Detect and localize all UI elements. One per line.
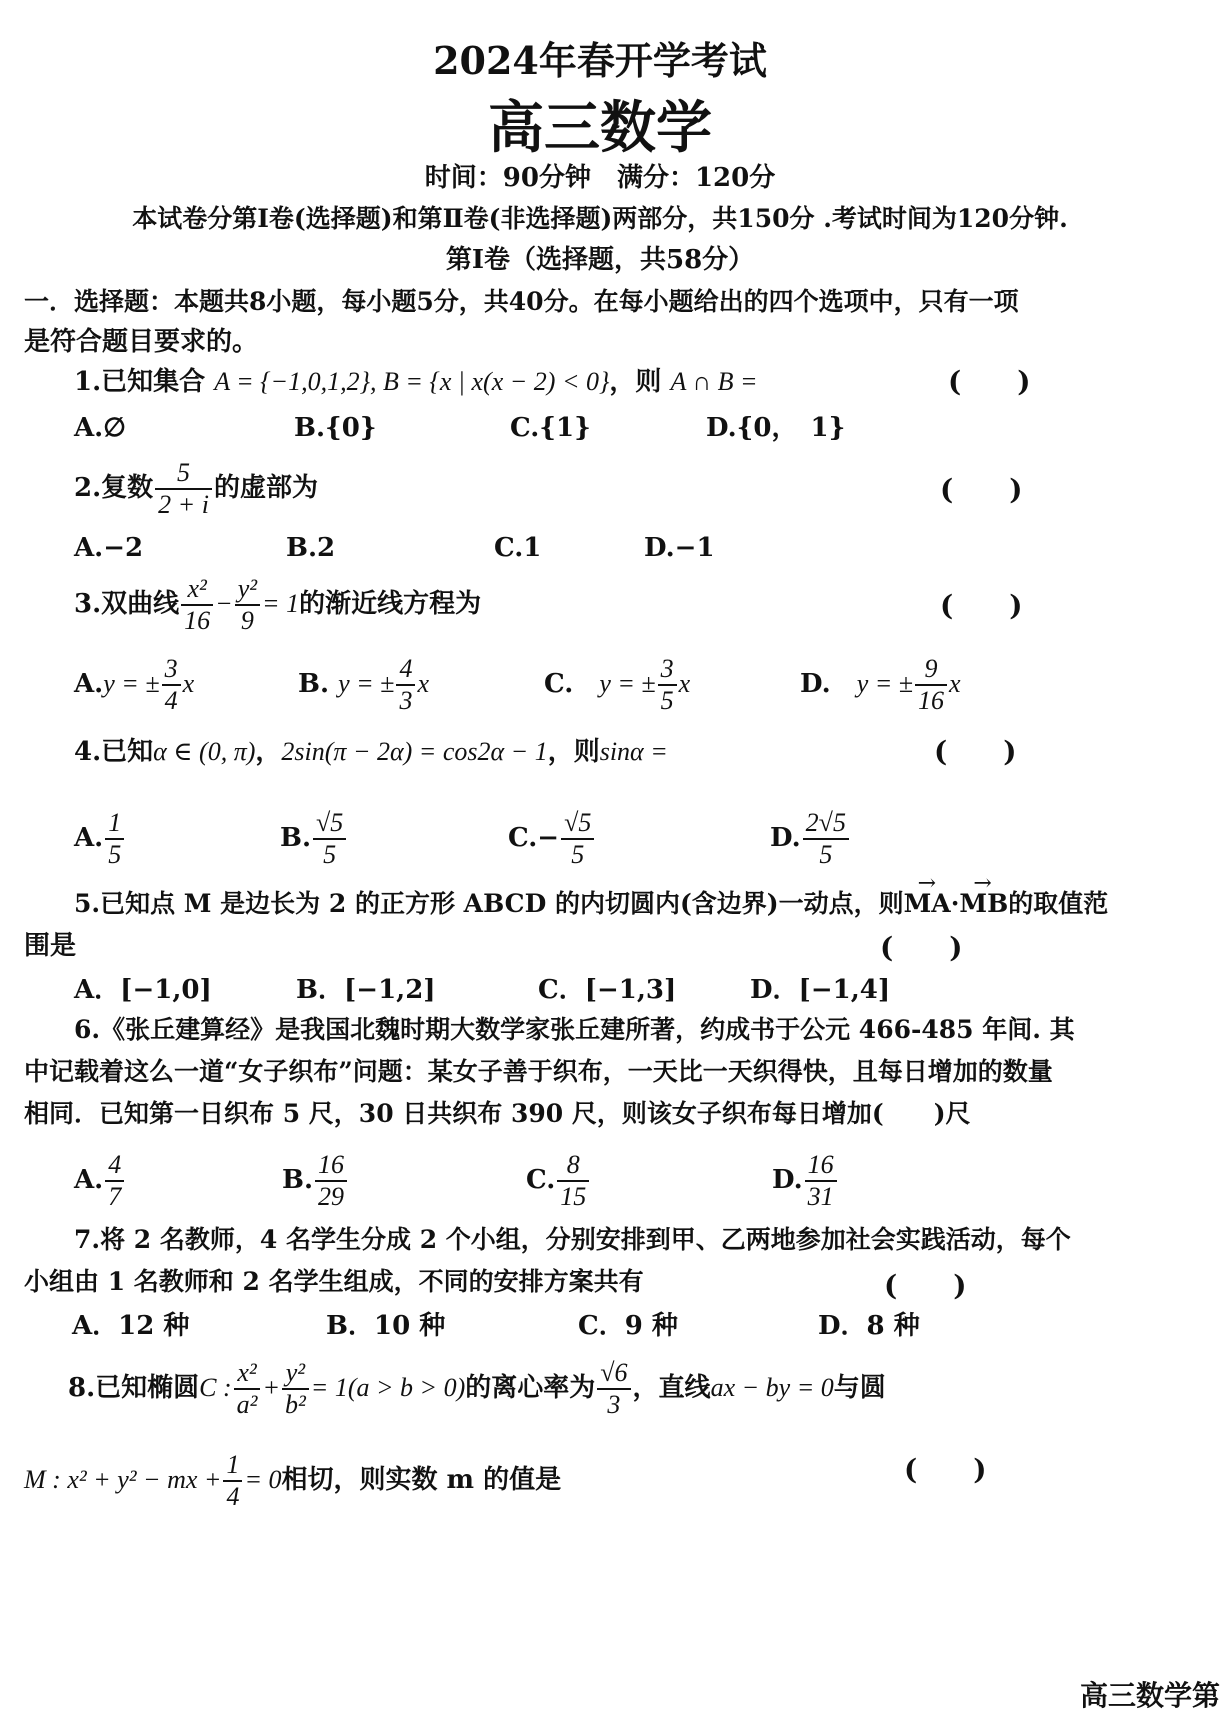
q6-b-label: B. xyxy=(282,1165,314,1195)
q3-eq: = 1 xyxy=(262,589,300,618)
page-footer-corner: 高三数学第 xyxy=(1080,1679,1220,1712)
question-5-stem-line1 xyxy=(74,888,1108,920)
q3-option-a xyxy=(74,654,194,716)
q1-option-a: A.∅ xyxy=(74,413,126,443)
question-1-stem xyxy=(74,366,758,398)
question-3-answer-paren: ( ) xyxy=(940,589,1023,622)
q8-f1-den: a² xyxy=(236,1390,258,1419)
q4-d-label: D. xyxy=(770,823,801,853)
q6-option-d xyxy=(772,1150,839,1212)
q3-d-den: 16 xyxy=(918,686,945,715)
q1-text-b: ，则 xyxy=(609,367,671,397)
q8-e-num: √6 xyxy=(597,1358,630,1390)
q3-option-c xyxy=(544,654,690,716)
q6-c-num: 8 xyxy=(557,1150,589,1182)
q6-option-a xyxy=(74,1150,126,1212)
q3-c-pre: y = ± xyxy=(599,669,656,698)
q3-a-frac xyxy=(162,654,181,716)
q8-line2-text: 相切，则实数 m 的值是 xyxy=(281,1465,562,1495)
q4-b-label: B. xyxy=(280,823,312,853)
q4-a-den: 5 xyxy=(108,840,122,869)
q4-c-den: 5 xyxy=(571,840,585,869)
q4-math-c: sinα = xyxy=(599,737,668,766)
q4-text-b: ， xyxy=(255,737,282,767)
q2-frac-num: 5 xyxy=(155,458,212,490)
q3-c-frac xyxy=(658,654,677,716)
q3-d-label: D. xyxy=(800,669,831,699)
question-5-answer-paren: ( ) xyxy=(880,931,963,964)
question-4-stem xyxy=(74,736,668,768)
q3-d-frac xyxy=(915,654,947,716)
q4-b-den: 5 xyxy=(323,840,337,869)
q8-math-line: ax − by = 0 xyxy=(710,1373,834,1402)
q6-a-num: 4 xyxy=(105,1150,124,1182)
q8-math-c: C : xyxy=(199,1373,232,1402)
q4-a-frac xyxy=(105,808,124,870)
q4-a-num: 1 xyxy=(105,808,124,840)
q8-text-a: 8.已知椭圆 xyxy=(68,1373,200,1403)
q2-option-d: D.−1 xyxy=(644,533,715,563)
q4-math-a: α ∈ (0, π) xyxy=(153,737,256,766)
question-7-line2: 小组由 1 名教师和 2 名学生组成，不同的安排方案共有 xyxy=(24,1267,644,1296)
q4-b-num: √5 xyxy=(313,808,346,840)
q8-text-c: ，直线 xyxy=(632,1373,711,1403)
q3-c-label: C. xyxy=(544,669,574,699)
q3-a-label: A. xyxy=(74,669,104,699)
q4-math-b: 2sin(π − 2α) = cos2α − 1 xyxy=(281,737,548,766)
q6-a-den: 7 xyxy=(108,1182,122,1211)
q6-a-frac xyxy=(105,1150,124,1212)
q7-option-a: A．12 种 xyxy=(72,1311,190,1341)
q8-plus: + xyxy=(262,1373,280,1402)
q6-d-frac xyxy=(805,1150,837,1212)
q3-d-post: x xyxy=(949,669,961,698)
question-1-answer-paren: ( ) xyxy=(948,365,1031,398)
q4-a-label: A. xyxy=(74,823,104,853)
q6-option-c xyxy=(526,1150,591,1212)
q5-text-b: 的取值范 xyxy=(1008,889,1109,918)
q2-text-b: 的虚部为 xyxy=(213,473,318,503)
q3-minus: − xyxy=(215,589,233,618)
q3-frac2-num: y² xyxy=(235,574,260,606)
q3-c-den: 5 xyxy=(660,686,674,715)
q1-text-a: 1.已知集合 xyxy=(74,367,215,397)
q8-text-d: 与圆 xyxy=(833,1373,886,1403)
q3-c-num: 3 xyxy=(658,654,677,686)
question-7-answer-paren: ( ) xyxy=(884,1269,967,1302)
exam-title: 2024年春开学考试 xyxy=(433,38,767,83)
q3-frac2-den: 9 xyxy=(240,606,254,635)
q8-f2-den: b² xyxy=(285,1390,306,1419)
q6-c-frac xyxy=(557,1150,589,1212)
q3-frac1-den: 16 xyxy=(184,606,211,635)
q6-c-den: 15 xyxy=(560,1182,587,1211)
q3-a-pre: y = ± xyxy=(103,669,160,698)
q2-option-a: A.−2 xyxy=(74,533,144,563)
q3-c-post: x xyxy=(678,669,691,698)
q4-option-b xyxy=(280,808,348,870)
question-7-line1: 7.将 2 名教师，4 名学生分成 2 个小组，分别安排到甲、乙两地参加社会实践活动，每个 xyxy=(74,1225,1071,1254)
q4-b-frac xyxy=(313,808,346,870)
q8-e-den: 3 xyxy=(607,1390,621,1419)
q2-option-c: C.1 xyxy=(494,533,542,563)
q8-eq: = 1(a > b > 0) xyxy=(310,1373,466,1402)
q1-option-b: B.{0} xyxy=(294,413,377,443)
question-2-stem xyxy=(74,458,318,520)
q3-text-a: 3.双曲线 xyxy=(74,589,180,619)
q3-option-b xyxy=(298,654,429,716)
q3-b-den: 3 xyxy=(399,686,413,715)
q3-d-pre: y = ± xyxy=(856,669,914,698)
q4-c-frac xyxy=(561,808,594,870)
question-5-stem-line2: 围是 xyxy=(24,931,77,961)
q5-option-d: D．[−1,4] xyxy=(750,975,891,1005)
q2-fraction xyxy=(155,458,212,520)
q6-b-num: 16 xyxy=(315,1150,347,1182)
q8-frac-y xyxy=(282,1358,309,1420)
question-2-answer-paren: ( ) xyxy=(940,473,1023,506)
q5-dot: · xyxy=(950,889,960,918)
q8-frac-e xyxy=(597,1358,630,1420)
q8-text-b: 的离心率为 xyxy=(465,1373,596,1403)
q3-a-den: 4 xyxy=(164,686,178,715)
q8-f2-num: y² xyxy=(282,1358,309,1390)
q5-option-b: B．[−1,2] xyxy=(296,975,436,1005)
q6-d-num: 16 xyxy=(805,1150,837,1182)
q2-text-a: 2.复数 xyxy=(74,473,154,503)
q7-option-c: C．9 种 xyxy=(578,1311,678,1341)
q6-option-b xyxy=(282,1150,349,1212)
q4-option-a xyxy=(74,808,126,870)
part1-title: 第Ⅰ卷（选择题，共58分） xyxy=(445,245,755,275)
q1-option-c: C.{1} xyxy=(510,413,591,443)
q4-c-sign: − xyxy=(537,823,560,853)
q3-fraction-x xyxy=(181,574,213,636)
q3-b-pre: y = ± xyxy=(338,669,395,698)
q6-b-frac xyxy=(315,1150,347,1212)
q3-b-frac xyxy=(396,654,415,716)
time-info: 时间：90分钟 满分：120分 xyxy=(424,163,776,193)
q2-option-b: B.2 xyxy=(286,533,336,563)
q8-q-num: 1 xyxy=(223,1450,242,1482)
q4-d-num: 2√5 xyxy=(803,808,849,840)
q6-b-den: 29 xyxy=(318,1182,345,1211)
q4-c-num: √5 xyxy=(561,808,594,840)
question-6-line2: 中记载着这么一道“女子织布”问题：某女子善于织布，一天比一天织得快，且每日增加的数量 xyxy=(24,1057,1053,1086)
q5-option-c: C．[−1,3] xyxy=(538,975,677,1005)
q1-math-sets: A = {−1,0,1,2}, B = {x | x(x − 2) < 0} xyxy=(214,367,610,396)
q1-math-intersection: A ∩ B = xyxy=(670,367,758,396)
q3-fraction-y xyxy=(235,574,260,636)
q3-b-post: x xyxy=(417,669,429,698)
question-8-answer-paren: ( ) xyxy=(904,1453,987,1486)
q5-vector-ma: MA → xyxy=(904,888,951,920)
q8-frac-x xyxy=(234,1358,261,1420)
section1-heading-line2: 是符合题目要求的。 xyxy=(24,327,259,357)
q3-a-post: x xyxy=(182,669,195,698)
q4-c-label: C. xyxy=(508,823,538,853)
q5-option-a: A．[−1,0] xyxy=(74,975,212,1005)
question-4-answer-paren: ( ) xyxy=(934,735,1017,768)
exam-intro: 本试卷分第Ⅰ卷(选择题)和第Ⅱ卷(非选择题)两部分，共150分 .考试时间为120分钟. xyxy=(132,204,1068,233)
question-3-stem xyxy=(74,574,481,636)
q4-text-a: 4.已知 xyxy=(74,737,154,767)
question-8-line2 xyxy=(24,1450,561,1512)
q3-a-num: 3 xyxy=(162,654,181,686)
q6-d-label: D. xyxy=(772,1165,803,1195)
q1-option-d: D.{0， 1} xyxy=(706,413,846,443)
q6-d-den: 31 xyxy=(807,1182,834,1211)
q3-option-d xyxy=(800,654,961,716)
q4-option-d xyxy=(770,808,851,870)
q3-frac1-num: x² xyxy=(181,574,213,606)
q8-line2-math-a: M : x² + y² − mx + xyxy=(24,1465,222,1494)
question-8-line1 xyxy=(68,1358,886,1420)
q8-frac-quarter xyxy=(223,1450,242,1512)
q4-text-c: ，则 xyxy=(547,737,600,767)
q3-text-b: 的渐近线方程为 xyxy=(299,589,482,619)
q6-c-label: C. xyxy=(526,1165,556,1195)
q4-d-den: 5 xyxy=(819,840,833,869)
question-6-line3: 相同．已知第一日织布 5 尺，30 日共织布 390 尺，则该女子织布每日增加( )尺 xyxy=(24,1099,971,1128)
subject-title: 高三数学 xyxy=(488,95,712,161)
q7-option-d: D．8 种 xyxy=(818,1311,920,1341)
q3-d-num: 9 xyxy=(915,654,947,686)
q5-text-a: 5.已知点 M 是边长为 2 的正方形 ABCD 的内切圆内(含边界)一动点，则 xyxy=(74,889,904,918)
q3-b-label: B. xyxy=(298,669,330,699)
q8-q-den: 4 xyxy=(226,1482,240,1511)
q8-line2-math-b: = 0 xyxy=(244,1465,282,1494)
q2-frac-den: 2 + i xyxy=(158,490,209,519)
q8-f1-num: x² xyxy=(234,1358,261,1390)
q5-vector-mb: MB → xyxy=(959,888,1008,920)
q4-option-c xyxy=(508,808,596,870)
q4-d-frac xyxy=(803,808,849,870)
section1-heading-line1: 一．选择题：本题共8小题，每小题5分，共40分。在每小题给出的四个选项中，只有一项 xyxy=(24,287,1019,316)
q7-option-b: B．10 种 xyxy=(326,1311,446,1341)
q6-a-label: A. xyxy=(74,1165,104,1195)
question-6-line1: 6.《张丘建算经》是我国北魏时期大数学家张丘建所著，约成书于公元 466-485 年间. 其 xyxy=(74,1015,1075,1044)
q3-b-num: 4 xyxy=(396,654,415,686)
